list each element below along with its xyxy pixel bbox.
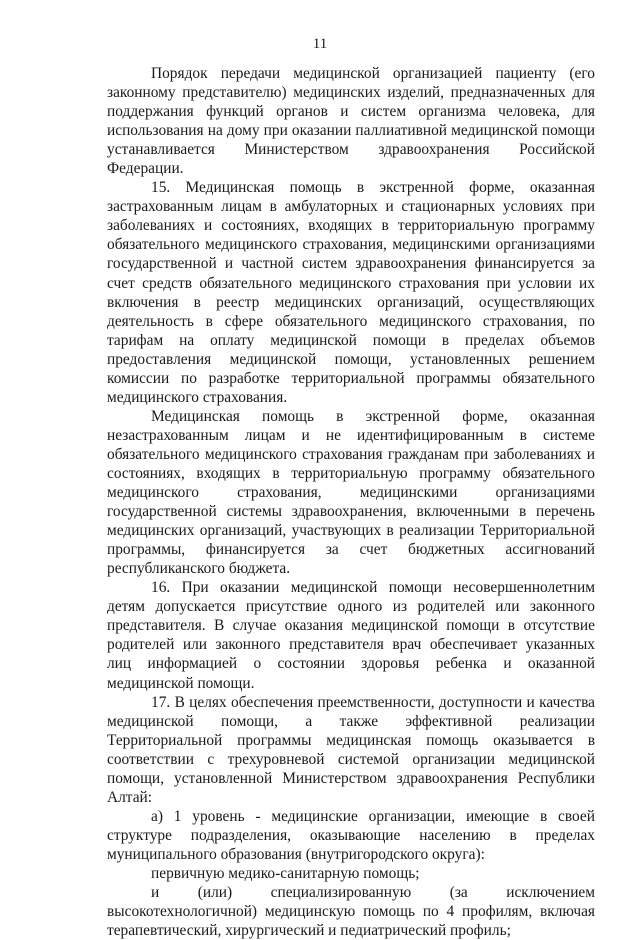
paragraph-emergency-uninsured: Медицинская помощь в экстренной форме, оказанная незастрахованным лицам и не идентифицированным в системе обязательного медицинского страхования гражданам при заболеваниях и состояниях, входящих в территориальную программу обязательного медицинского страхования, медицинскими организациями государственной системы здравоохранения, включенными в перечень медицинских организаций, участвующих в реализации Территориальной программы, финансируется за счет бюджетных ассигнований республиканского бюджета.: [107, 407, 595, 578]
paragraph-medical-devices-transfer: Порядок передачи медицинской организацией пациенту (его законному представителю) медицинских изделий, предназначенных для поддержания функций органов и систем организма человека, для использования на дому при оказании паллиативной медицинской помощи устанавливается Министерством здравоохранения Российской Федерации.: [107, 65, 595, 178]
document-body: [107, 64, 595, 940]
paragraph-17-three-level-system: 17. В целях обеспечения преемственности, доступности и качества медицинской помощи, а также эффективной реализации Территориальной программы медицинская помощь оказывается в соответствии с трехуровневой системой организации медицинской помощи, установленной Министерством здравоохранения Республики Алтай:: [107, 693, 595, 806]
paragraph-primary-care: первичную медико-санитарную помощь;: [151, 864, 420, 882]
paragraph-level-1: а) 1 уровень - медицинские организации, имеющие в своей структуре подразделения, оказывающие населению в пределах муниципального образования (внутригородского округа):: [107, 807, 595, 863]
page-number: 11: [312, 36, 328, 52]
paragraph-specialized-care: и (или) специализированную (за исключением высокотехнологичной) медицинскую помощь по 4 профилям, включая терапевтический, хирургический и педиатрический профиль;: [107, 884, 595, 940]
paragraph-15-emergency-insured: 15. Медицинская помощь в экстренной форме, оказанная застрахованным лицам в амбулаторных и стационарных условиях при заболеваниях и состояниях, входящих в территориальную программу обязательного медицинского страхования, медицинскими организациями государственной и частной систем здравоохранения финансируется за счет средств обязательного медицинского страхования при условии их включения в реестр медицинских организаций, осуществляющих деятельность в сфере обязательного медицинского страхования, по тарифам на оплату медицинской помощи в пределах объемов предоставления медицинской помощи, установленных решением комиссии по разработке территориальной программы обязательного медицинского страхования.: [107, 179, 595, 406]
paragraph-16-minors: 16. При оказании медицинской помощи несовершеннолетним детям допускается присутствие одного из родителей или законного представителя. В случае оказания медицинской помощи в отсутствие родителей или законного представителя врач обеспечивает указанных лиц информацией о состоянии здоровья ребенка и оказанной медицинской помощи.: [107, 579, 595, 692]
